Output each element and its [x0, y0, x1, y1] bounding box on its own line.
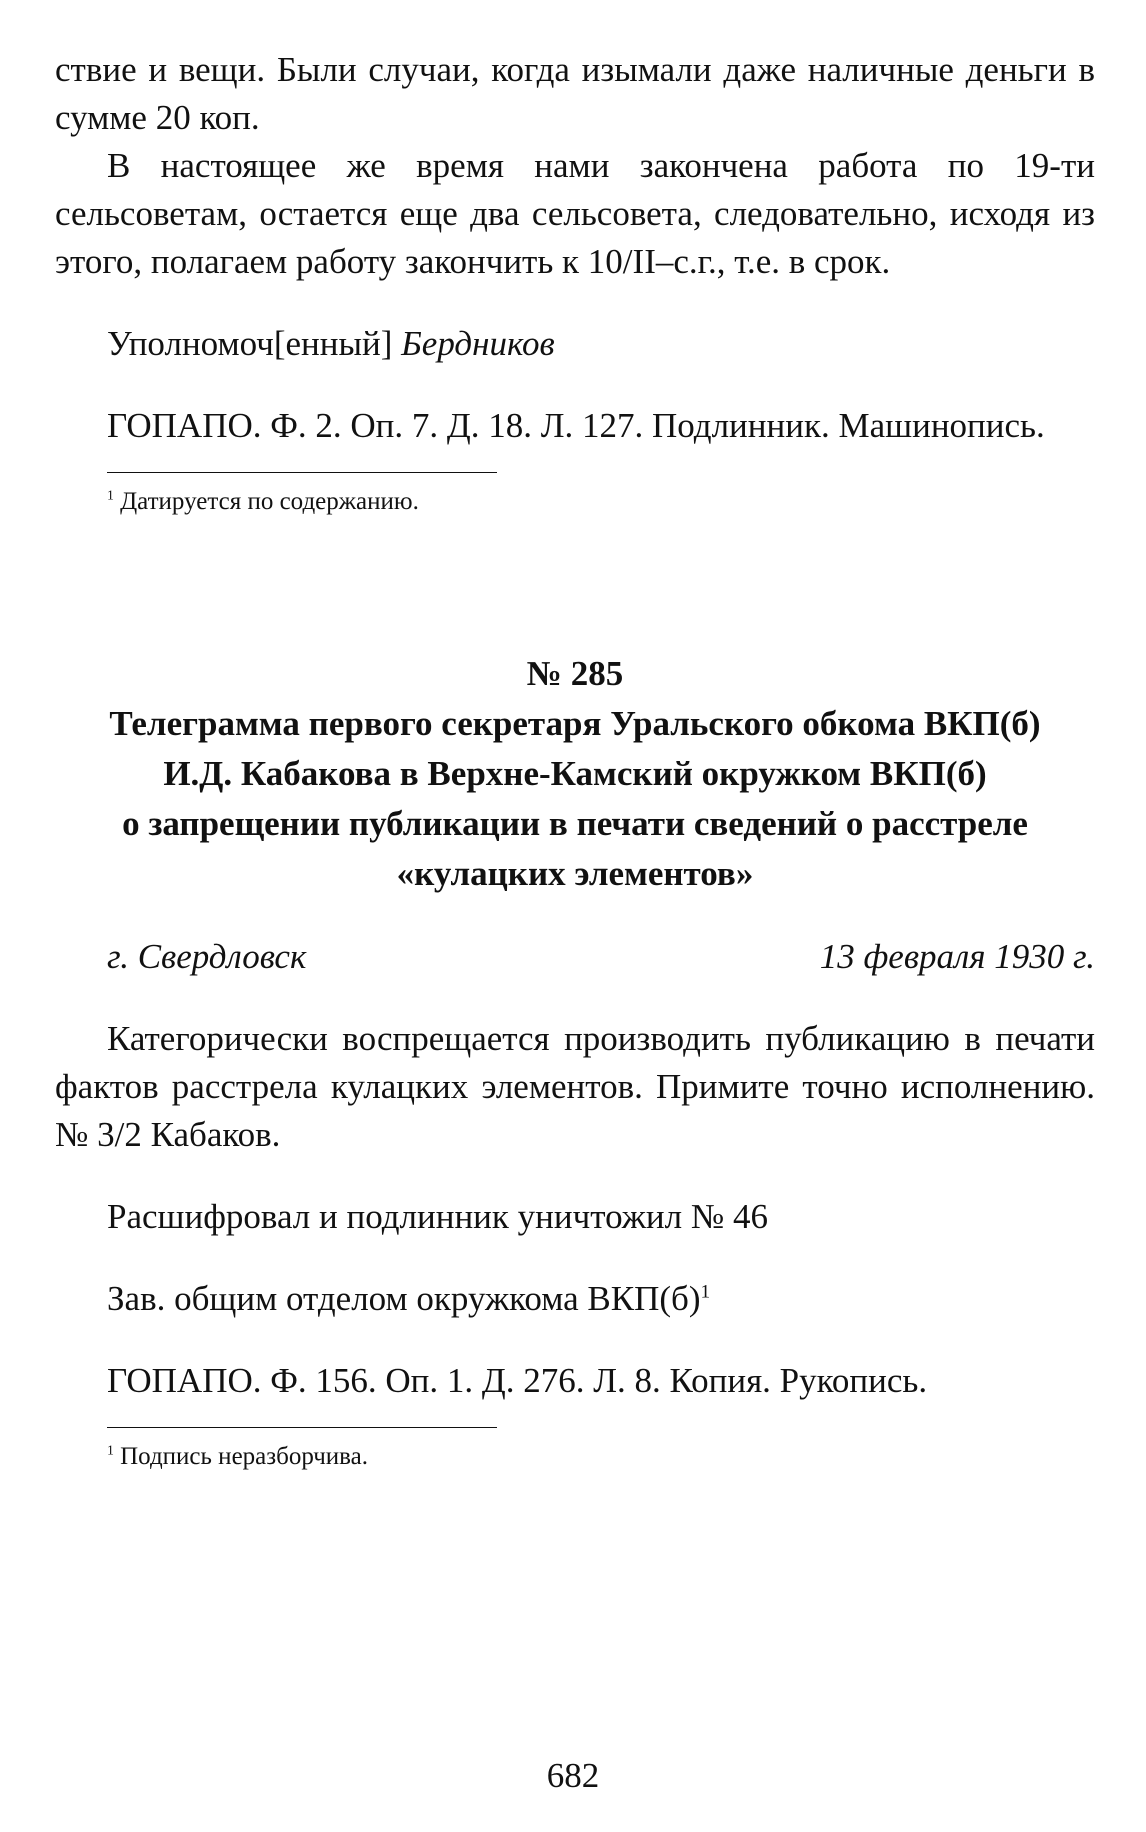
footnote-mark: 1 [107, 487, 114, 503]
document-title-line: «кулацких элементов» [396, 854, 754, 893]
head-of-department-text: Зав. общим отделом окружкома ВКП(б) [107, 1279, 701, 1318]
head-of-department [55, 1275, 1095, 1323]
document-title-line: И.Д. Кабакова в Верхне-Камский окружком ВКП(б) [163, 754, 987, 793]
signature-name: Бердников [401, 324, 555, 363]
document-header [55, 649, 1095, 899]
archive-source: ГОПАПО. Ф. 2. Оп. 7. Д. 18. Л. 127. Подлинник. Машинопись. [107, 406, 1045, 445]
document-number: № 285 [526, 654, 624, 693]
footnote [55, 1440, 1095, 1474]
archive-source: ГОПАПО. Ф. 156. Оп. 1. Д. 276. Л. 8. Копия. Рукопись. [107, 1361, 928, 1400]
signature-line [55, 320, 1095, 368]
document-date: 13 февраля 1930 г. [819, 937, 1095, 976]
telegram-body: Категорически воспрещается производить публикацию в печати фактов расстрела кулацких элементов. Примите точно исполнению. № 3/2 Кабаков. [55, 1019, 1095, 1154]
signature-title: Уполномоч[енный] [107, 324, 402, 363]
document-title-line: Телеграмма первого секретаря Уральского обкома ВКП(б) [109, 704, 1041, 743]
footnote-divider [107, 472, 497, 473]
footnote-mark: 1 [107, 1442, 114, 1458]
footnote-ref-mark: 1 [700, 1281, 711, 1303]
paragraph-continuation: ствие и вещи. Были случаи, когда изымали даже наличные деньги в сумме 20 коп. [55, 50, 1095, 137]
paragraph-work-completion: В настоящее же время нами закончена работа по 19-ти сельсоветам, остается еще два сельсовета, следовательно, исходя из этого, полагаем работу закончить к 10/II–с.г., т.е. в срок. [55, 146, 1095, 281]
document-place: г. Свердловск [107, 937, 307, 976]
footnote-text: Датируется по содержанию. [120, 488, 419, 515]
footnote [55, 485, 1095, 519]
decryption-note: Расшифровал и подлинник уничтожил № 46 [107, 1197, 768, 1236]
footnote-divider [107, 1427, 497, 1428]
document-page [55, 46, 1095, 1474]
place-and-date [55, 933, 1095, 981]
page-number: 682 [546, 1756, 600, 1795]
footnote-text: Подпись неразборчива. [120, 1443, 369, 1470]
document-title-line: о запрещении публикации в печати сведений о расстреле [122, 804, 1028, 843]
